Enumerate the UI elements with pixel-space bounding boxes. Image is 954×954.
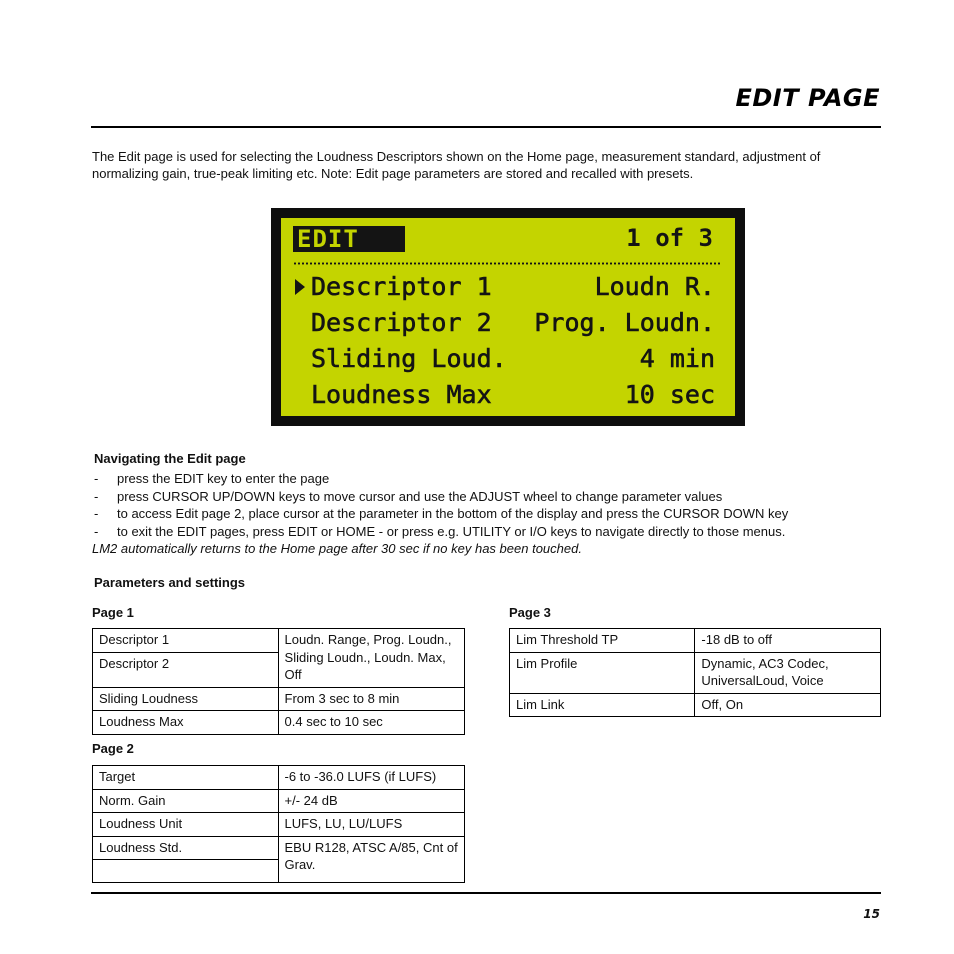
param-name: Norm. Gain [93,789,279,813]
lcd-row-label: Descriptor 2 [311,308,492,337]
lcd-row-value: Loudn R. [594,272,715,301]
table-row [510,693,881,717]
param-value: +/- 24 dB [278,789,465,813]
page-title: EDIT PAGE [735,84,880,112]
param-name [93,860,279,883]
lcd-dotted-divider [293,262,721,265]
table-row [93,789,465,813]
list-item: - to exit the EDIT pages, press EDIT or HOME - or press e.g. UTILITY or I/O keys to navigate directly to those menus. [92,523,882,541]
param-name: Lim Profile [510,652,695,693]
param-value: Dynamic, AC3 Codec, UniversalLoud, Voice [695,652,881,693]
lcd-row-label: Descriptor 1 [311,272,492,301]
lcd-row-value: 4 min [639,344,715,373]
param-name: Descriptor 1 [93,629,279,653]
table-row [93,629,465,653]
param-name: Loudness Max [93,711,279,735]
page2-label: Page 2 [92,741,134,756]
page3-table [509,628,881,717]
param-name: Lim Link [510,693,695,717]
lcd-title: EDIT [293,226,405,252]
lcd-row [281,342,735,376]
param-name: Loudness Unit [93,813,279,837]
page1-table [92,628,465,735]
lcd-row [281,306,735,340]
header-rule [91,126,881,128]
footer-rule [91,892,881,894]
table-row [93,687,465,711]
param-value: LUFS, LU, LU/LUFS [278,813,465,837]
param-value: -6 to -36.0 LUFS (if LUFS) [278,766,465,790]
page3-label: Page 3 [509,605,551,620]
lcd-row-value: 10 sec [624,380,715,409]
table-row [93,766,465,790]
param-value: -18 dB to off [695,629,881,653]
page1-label: Page 1 [92,605,134,620]
table-row [510,629,881,653]
lcd-row-value: Prog. Loudn. [534,308,715,337]
lcd-row-label: Sliding Loud. [311,344,507,373]
param-name: Loudness Std. [93,836,279,860]
param-value: 0.4 sec to 10 sec [278,711,464,735]
intro-paragraph: The Edit page is used for selecting the Loudness Descriptors shown on the Home page, measurement standard, adjustment of normalizing gain, true-peak limiting etc. Note: Edit page parameters are stored and recalled with presets. [92,149,821,181]
table-row [93,836,465,860]
list-item: - to access Edit page 2, place cursor at the parameter in the bottom of the display and press the CURSOR DOWN key [92,505,882,523]
param-name: Lim Threshold TP [510,629,695,653]
param-name: Target [93,766,279,790]
lcd-row-label: Loudness Max [311,380,492,409]
param-name: Descriptor 2 [93,652,279,687]
table-row [93,813,465,837]
page-number: 15 [863,907,880,921]
lcd-page-indicator: 1 of 3 [626,224,713,252]
table-row [93,711,465,735]
navigating-heading: Navigating the Edit page [94,451,246,466]
param-value: Loudn. Range, Prog. Loudn., Sliding Loudn., Loudn. Max, Off [278,629,464,688]
parameters-heading: Parameters and settings [94,575,246,590]
list-item: - press CURSOR UP/DOWN keys to move cursor and use the ADJUST wheel to change parameter values [92,488,882,506]
navigating-list [92,470,882,540]
param-value: EBU R128, ATSC A/85, Cnt of Grav. [278,836,465,883]
param-value: From 3 sec to 8 min [278,687,464,711]
list-item: - press the EDIT key to enter the page [92,470,882,488]
page2-table [92,765,465,883]
cursor-arrow-icon [295,279,305,295]
auto-return-note: LM2 automatically returns to the Home page after 30 sec if no key has been touched. [92,541,582,556]
param-name: Sliding Loudness [93,687,279,711]
lcd-screen [281,218,735,416]
table-row [510,652,881,693]
lcd-row [281,378,735,412]
param-value: Off, On [695,693,881,717]
lcd-display [271,208,745,426]
lcd-row [281,270,735,304]
